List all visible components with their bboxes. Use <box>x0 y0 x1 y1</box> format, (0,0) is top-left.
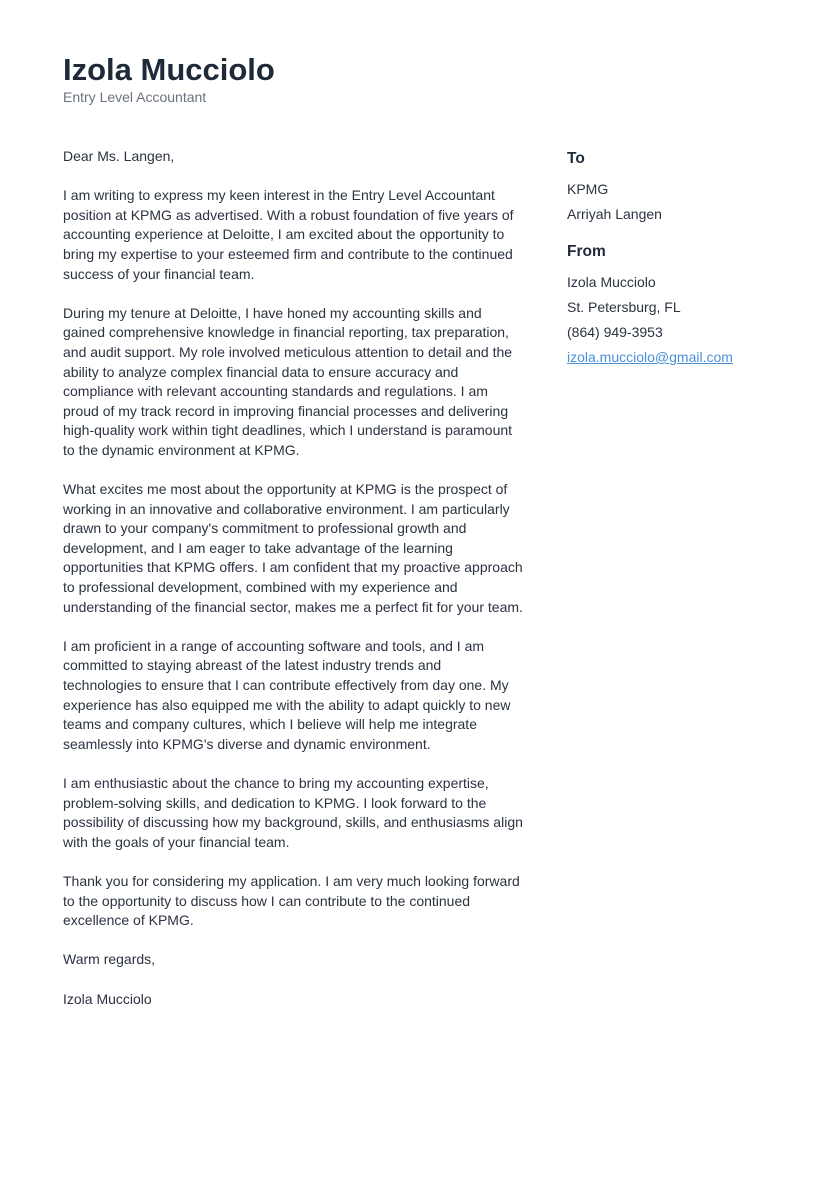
recipient-section <box>567 148 797 227</box>
sender-email-link[interactable]: izola.mucciolo@gmail.com <box>567 349 733 365</box>
salutation: Dear Ms. Langen, <box>63 148 175 164</box>
sender-name: Izola Mucciolo <box>567 274 656 290</box>
recipient-company: KPMG <box>567 181 609 197</box>
from-heading: From <box>567 243 606 260</box>
sender-phone: (864) 949-3953 <box>567 324 663 340</box>
paragraph-3: What excites me most about the opportunity at KPMG is the prospect of working in an innovative and collaborative environment. I am particularly drawn to your company's commitment to professional growth and development, and I am eager to take advantage of the learning opportunities that KPMG offers. I am confident that my proactive approach to professional development, combined with my experience and understanding of the financial sector, makes me a perfect fit for your team. <box>63 481 523 615</box>
to-heading: To <box>567 150 585 167</box>
closing: Warm regards, <box>63 951 156 968</box>
paragraph-1: I am writing to express my keen interest in the Entry Level Accountant position at KPMG as advertised. With a robust foundation of five years of accounting experience at Deloitte, I am excited about the opportunity to bring my expertise to your esteemed firm and contribute to the continued success of your financial team. <box>63 187 514 282</box>
applicant-role: Entry Level Accountant <box>63 89 207 105</box>
paragraph-5: I am enthusiastic about the chance to bring my accounting expertise, problem-solving skills, and dedication to KPMG. I look forward to the possibility of discussing how my background, skills, and enthusiasms align with the goals of your financial team. <box>63 775 523 850</box>
paragraph-6: Thank you for considering my application. I am very much looking forward to the opportunity to discuss how I can contribute to the continued excellence of KPMG. <box>63 872 520 929</box>
applicant-name: Izola Mucciolo <box>63 52 275 87</box>
sender-section <box>567 241 797 370</box>
letter-header <box>63 52 275 106</box>
sender-location: St. Petersburg, FL <box>567 299 681 315</box>
letter-body <box>63 147 523 1029</box>
paragraph-4: I am proficient in a range of accounting software and tools, and I am committed to staying abreast of the latest industry trends and technologies to ensure that I can contribute effectively from day one. My experience has also equipped me with the ability to adapt quickly to new teams and company cultures, which I believe will help me integrate seamlessly into KPMG's diverse and dynamic environment. <box>63 637 511 752</box>
contact-sidebar <box>567 147 797 384</box>
signature: Izola Mucciolo <box>63 990 152 1007</box>
recipient-name: Arriyah Langen <box>567 206 662 222</box>
paragraph-2: During my tenure at Deloitte, I have honed my accounting skills and gained comprehensive knowledge in financial reporting, tax preparation, and audit support. My role involved meticulous attention to detail and the ability to analyze complex financial data to ensure accuracy and compliance with relevant accounting standards and regulations. I am proud of my track record in improving financial processes and delivering high-quality work within tight deadlines, which I understand is paramount to the dynamic environment at KPMG. <box>63 304 513 458</box>
